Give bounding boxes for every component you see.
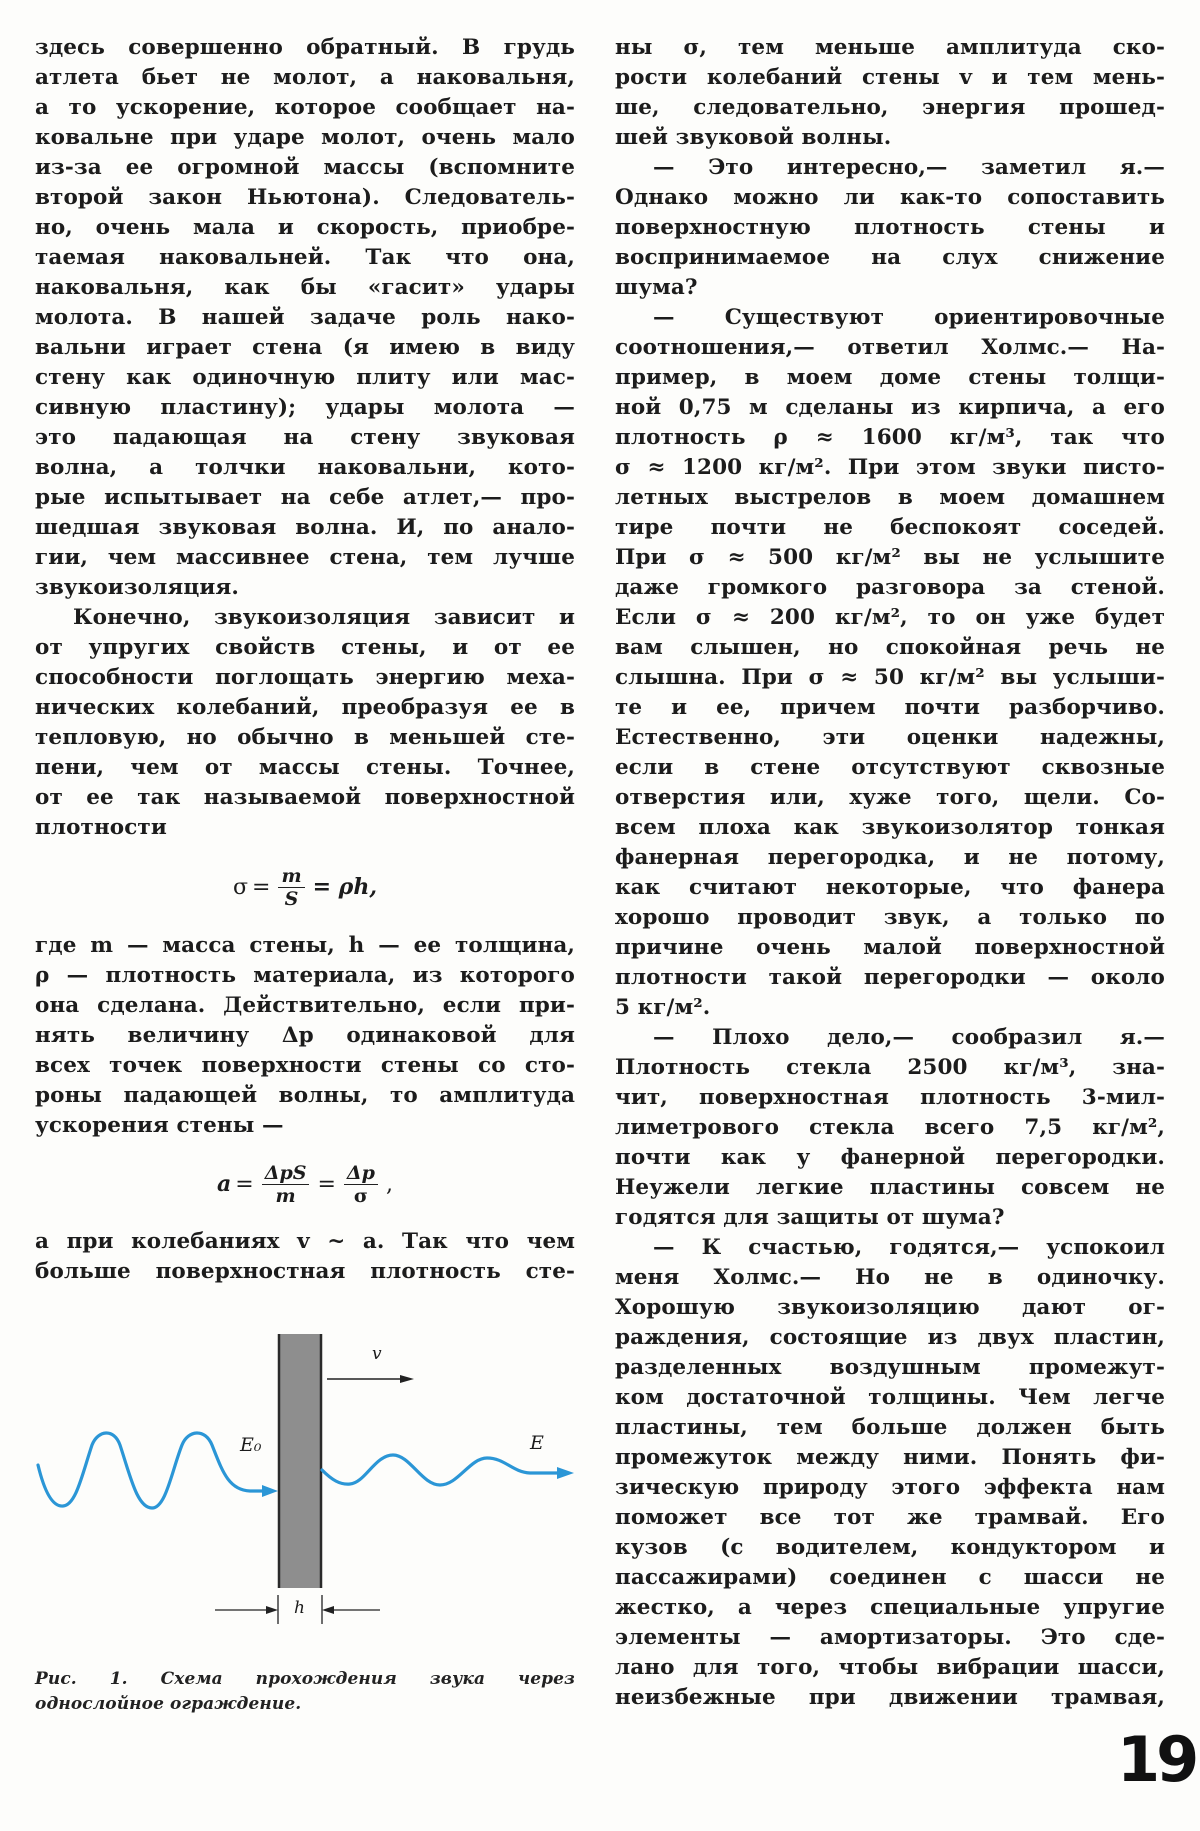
label-thickness: h bbox=[294, 1598, 305, 1618]
text-line: плотности bbox=[35, 815, 167, 840]
text-line: — Это интересно,— заметил я.— bbox=[653, 155, 1165, 180]
paragraph bbox=[615, 1233, 1165, 1713]
text-line: лано для того, чтобы вибрации шасси, bbox=[615, 1655, 1165, 1680]
arrow-right-icon bbox=[262, 1485, 278, 1497]
denominator: σ bbox=[353, 1184, 368, 1207]
page-number: 19 bbox=[1117, 1723, 1196, 1796]
text-line: второй закон Ньютона). Следователь- bbox=[35, 185, 575, 210]
text-line: поможет все тот же трамвай. Его bbox=[615, 1505, 1165, 1530]
text-line: ны σ, тем меньше амплитуда ско- bbox=[615, 35, 1165, 60]
text-line: соотношения,— ответил Холмс.— На- bbox=[615, 335, 1165, 360]
text-line: это падающая на стену звуковая bbox=[35, 425, 575, 450]
text-line: причине очень малой поверхностной bbox=[615, 935, 1165, 960]
text-line: пример, в моем доме стены толщи- bbox=[615, 365, 1165, 390]
text-line: если в стене отсутствуют сквозные bbox=[615, 755, 1165, 780]
text-line: шума? bbox=[615, 275, 698, 300]
paragraph bbox=[615, 1023, 1165, 1233]
text-line: Если σ ≈ 200 кг/м², то он уже будет bbox=[615, 605, 1165, 630]
text-line: атлета бьет не молот, а наковальня, bbox=[35, 65, 575, 90]
label-incident-energy: E₀ bbox=[240, 1434, 262, 1456]
numerator: m bbox=[278, 865, 304, 888]
text-line: При σ ≈ 500 кг/м² вы не услышите bbox=[615, 545, 1165, 570]
text-line: разделенных воздушным промежут- bbox=[615, 1355, 1165, 1380]
left-column bbox=[35, 33, 575, 1287]
text-line: Хорошую звукоизоляцию дают ог- bbox=[615, 1295, 1165, 1320]
wall-icon bbox=[278, 1334, 322, 1588]
text-line: пени, чем от массы стены. Точнее, bbox=[35, 755, 575, 780]
caption-text bbox=[35, 1667, 575, 1717]
text-line: годятся для защиты от шума? bbox=[615, 1205, 1005, 1230]
paragraph bbox=[35, 33, 575, 603]
fraction bbox=[262, 1162, 310, 1207]
text-line: летных выстрелов в моем домашнем bbox=[615, 485, 1165, 510]
text-line: ной 0,75 м сделаны из кирпича, а его bbox=[615, 395, 1165, 420]
text-line: ускорения стены — bbox=[35, 1113, 284, 1138]
numerator: ΔpS bbox=[262, 1162, 310, 1185]
text-line: рости колебаний стены v и тем мень- bbox=[615, 65, 1165, 90]
text-line: нических колебаний, преобразуя ее в bbox=[35, 695, 575, 720]
text-line: всем плоха как звукоизолятор тонкая bbox=[615, 815, 1165, 840]
text-line: — К счастью, годятся,— успокоил bbox=[653, 1235, 1165, 1260]
text-line: поверхностную плотность стены и bbox=[615, 215, 1165, 240]
text-line: пассажирами) соединен с шасси не bbox=[615, 1565, 1165, 1590]
denominator: m bbox=[275, 1184, 296, 1207]
text-line: слышна. При σ ≈ 50 кг/м² вы услыши- bbox=[615, 665, 1165, 690]
formula-symbol: a bbox=[217, 1171, 232, 1197]
paragraph bbox=[35, 603, 575, 843]
text-line: Естественно, эти оценки надежны, bbox=[615, 725, 1165, 750]
text-line: молота. В нашей задаче роль нако- bbox=[35, 305, 575, 330]
text-line: тепловую, но обычно в меньшей сте- bbox=[35, 725, 575, 750]
text-line: те и ее, причем почти разборчиво. bbox=[615, 695, 1165, 720]
text-line: вам слышен, но спокойная речь не bbox=[615, 635, 1165, 660]
text-line: нять величину Δp одинаковой для bbox=[35, 1023, 575, 1048]
text-line: σ ≈ 1200 кг/м². При этом звуки писто- bbox=[615, 455, 1165, 480]
text-line: способности поглощать энергию меха- bbox=[35, 665, 575, 690]
text-line: хорошо проводит звук, а только по bbox=[615, 905, 1165, 930]
wall-diagram bbox=[0, 1320, 600, 1640]
text-line: 5 кг/м². bbox=[615, 995, 711, 1020]
text-line: раждения, состоящие из двух пластин, bbox=[615, 1325, 1165, 1350]
figure-sound-through-wall bbox=[0, 1320, 600, 1640]
text-line: наковальня, как бы «гасит» удары bbox=[35, 275, 575, 300]
text-line: гии, чем массивнее стена, тем лучше bbox=[35, 545, 575, 570]
dimension-arrow-icon bbox=[322, 1606, 334, 1614]
paragraph bbox=[615, 33, 1165, 153]
arrow-right-icon bbox=[557, 1467, 574, 1479]
text-line: ковальне при ударе молот, очень мало bbox=[35, 125, 575, 150]
text-line: почти как у фанерной перегородки. bbox=[615, 1145, 1165, 1170]
paragraph bbox=[35, 1227, 575, 1287]
text-line: Однако можно ли как-то сопоставить bbox=[615, 185, 1165, 210]
text-line: плотность ρ ≈ 1600 кг/м³, так что bbox=[615, 425, 1165, 450]
paragraph bbox=[615, 303, 1165, 1023]
text-line: Неужели легкие пластины совсем не bbox=[615, 1175, 1165, 1200]
text-line: однослойное ограждение. bbox=[35, 1694, 302, 1714]
text-line: промежуток между ними. Понять фи- bbox=[615, 1445, 1165, 1470]
paragraph bbox=[615, 153, 1165, 303]
incident-wave-icon bbox=[38, 1433, 268, 1508]
text-line: тире почти не беспокоят соседей. bbox=[615, 515, 1165, 540]
text-line: элементы — амортизаторы. Это сде- bbox=[615, 1625, 1165, 1650]
text-line: кузов (с водителем, кондуктором и bbox=[615, 1535, 1165, 1560]
formula-acceleration bbox=[35, 1141, 575, 1227]
text-line: ше, следовательно, энергия прошед- bbox=[615, 95, 1165, 120]
text-line: звукоизоляция. bbox=[35, 575, 239, 600]
text-line: жестко, а через специальные упругие bbox=[615, 1595, 1165, 1620]
text-line: она сделана. Действительно, если при- bbox=[35, 993, 575, 1018]
text-line: пластины, тем больше должен быть bbox=[615, 1415, 1165, 1440]
figure-caption bbox=[35, 1667, 575, 1717]
denominator: S bbox=[284, 887, 299, 910]
text-line: Плотность стекла 2500 кг/м³, зна- bbox=[615, 1055, 1165, 1080]
right-column bbox=[615, 33, 1165, 1713]
text-line: воспринимаемое на слух снижение bbox=[615, 245, 1165, 270]
text-line: больше поверхностная плотность сте- bbox=[35, 1259, 575, 1284]
text-line: рые испытывает на себе атлет,— про- bbox=[35, 485, 575, 510]
text-line: таемая наковальней. Так что она, bbox=[35, 245, 575, 270]
fraction bbox=[344, 1162, 378, 1207]
text-line: где m — масса стены, h — ее толщина, bbox=[35, 933, 575, 958]
transmitted-wave-icon bbox=[322, 1455, 562, 1485]
text-line: стену как одиночную плиту или мас- bbox=[35, 365, 575, 390]
text-line: чит, поверхностная плотность 3-мил- bbox=[615, 1085, 1165, 1110]
text-line: сивную пластину); удары молота — bbox=[35, 395, 575, 420]
dimension-arrow-icon bbox=[266, 1606, 278, 1614]
text-line: зическую природу этого эффекта нам bbox=[615, 1475, 1165, 1500]
formula-symbol: σ bbox=[233, 874, 249, 900]
text-line: здесь совершенно обратный. В грудь bbox=[35, 35, 575, 60]
text-line: меня Холмс.— Но не в одиночку. bbox=[615, 1265, 1165, 1290]
text-line: а при колебаниях v ~ a. Так что чем bbox=[35, 1229, 575, 1254]
velocity-arrow-icon bbox=[400, 1375, 414, 1383]
text-line: волна, а толчки наковальни, кото- bbox=[35, 455, 575, 480]
text-line: от упругих свойств стены, и от ее bbox=[35, 635, 575, 660]
text-line: неизбежные при движении трамвая, bbox=[615, 1685, 1165, 1710]
text-line: но, очень мала и скорость, приобре- bbox=[35, 215, 575, 240]
text-line: ρ — плотность материала, из которого bbox=[35, 963, 575, 988]
formula-operator: = bbox=[317, 1171, 336, 1197]
formula-rhs: = ρh, bbox=[312, 874, 377, 900]
text-line: Конечно, звукоизоляция зависит и bbox=[73, 605, 575, 630]
text-line: шедшая звуковая волна. И, по анало- bbox=[35, 515, 575, 540]
formula-operator: = bbox=[235, 1171, 254, 1197]
text-line: из-за ее огромной массы (вспомните bbox=[35, 155, 575, 180]
text-line: — Существуют ориентировочные bbox=[653, 305, 1165, 330]
text-line: от ее так называемой поверхностной bbox=[35, 785, 575, 810]
text-line: роны падающей волны, то амплитуда bbox=[35, 1083, 575, 1108]
label-velocity: v bbox=[372, 1344, 382, 1364]
formula-operator: = bbox=[252, 874, 271, 900]
text-line: всех точек поверхности стены со сто- bbox=[35, 1053, 575, 1078]
text-line: плотности такой перегородки — около bbox=[615, 965, 1165, 990]
text-line: вальни играет стена (я имею в виду bbox=[35, 335, 575, 360]
formula-surface-density bbox=[35, 843, 575, 931]
paragraph bbox=[35, 931, 575, 1141]
text-line: шей звуковой волны. bbox=[615, 125, 892, 150]
text-line: — Плохо дело,— сообразил я.— bbox=[653, 1025, 1165, 1050]
text-line: а то ускорение, которое сообщает на- bbox=[35, 95, 575, 120]
text-line: даже громкого разговора за стеной. bbox=[615, 575, 1165, 600]
numerator: Δp bbox=[344, 1162, 378, 1185]
text-line: фанерная перегородка, и не потому, bbox=[615, 845, 1165, 870]
formula-punctuation: , bbox=[385, 1171, 393, 1197]
label-transmitted-energy: E bbox=[530, 1432, 544, 1454]
text-line: лиметрового стекла всего 7,5 кг/м², bbox=[615, 1115, 1165, 1140]
text-line: отверстия или, хуже того, щели. Со- bbox=[615, 785, 1165, 810]
text-line: ком достаточной толщины. Чем легче bbox=[615, 1385, 1165, 1410]
text-line: как считают некоторые, что фанера bbox=[615, 875, 1165, 900]
fraction bbox=[278, 865, 304, 910]
text-line: Рис. 1. Схема прохождения звука через bbox=[35, 1669, 575, 1689]
